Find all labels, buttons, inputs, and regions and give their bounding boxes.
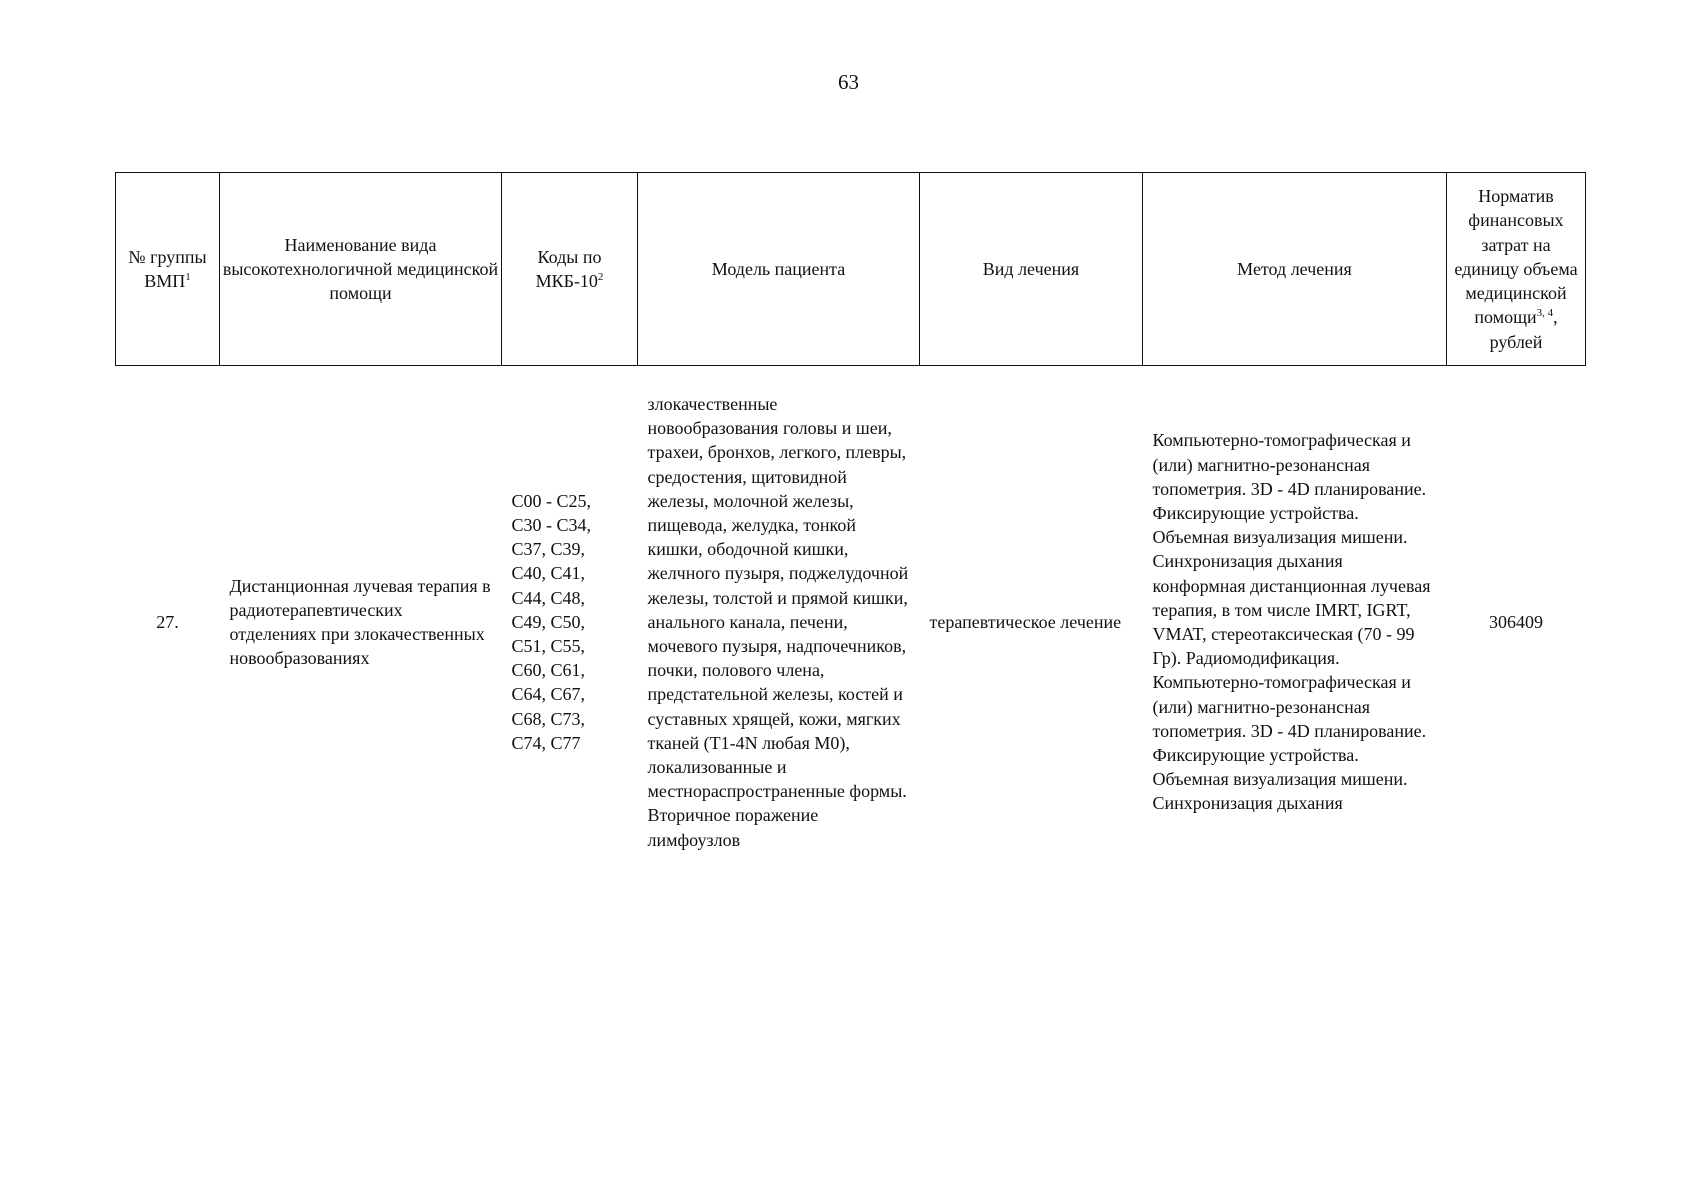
page-number: 63 — [838, 70, 859, 94]
cell-model: злокачественные новообразования головы и шеи, трахеи, бронхов, легкого, плевры, средостения, щитовидной железы, молочной железы, пищевода, желудка, тонкой кишки, ободочной кишки, желчного пузыря, поджелудочной железы, толстой и прямой кишки, анального канала, печени, мочевого пузыря, надпочечников, почки, полового члена, предстательной железы, костей и суставных хрящей, кожи, мягких тканей (T1-4N любая M0), локализованные и местнораспространенные формы. Вторичное поражение лимфоузлов — [647, 394, 909, 850]
cell-group: 27. — [156, 611, 179, 632]
header-model: Модель пациента — [638, 173, 920, 366]
table-row — [116, 366, 1586, 852]
cell-name: Дистанционная лучевая терапия в радиотерапевтических отделениях при злокачественных новообразованиях — [229, 575, 491, 669]
cell-cost: 306409 — [1489, 611, 1543, 632]
cell-codes: C00 - C25, C30 - C34, C37, C39, C40, C41, C44, C48, C49, C50, C51, C55, C60, C61, C64, C67, C68, C73, C74, C77 — [511, 490, 592, 753]
cell-method: Компьютерно-томографическая и (или) магнитно-резонансная топометрия. 3D - 4D планирование. Фиксирующие устройства. Объемная визуализация мишени. Синхронизация дыхания конформная дистанционная лучевая терапия, в том числе IMRT, IGRT, VMAT, стереотаксическая (70 - 99 Гр). Радиомодификация. Компьютерно-томографическая и (или) магнитно-резонансная топометрия. 3D - 4D планирование. Фиксирующие устройства. Объемная визуализация мишени. Синхронизация дыхания — [1152, 430, 1431, 814]
header-group: № группы ВМП$^1$ — [116, 173, 220, 366]
table-header-row — [116, 173, 1586, 366]
cell-treatment-type: терапевтическое лечение — [929, 611, 1122, 632]
header-codes: Коды по МКБ-$10^2$ — [502, 173, 638, 366]
header-cost: Норматив финансовых затрат на единицу объема медицинской помощи$^{3, 4}$, рублей — [1447, 173, 1586, 366]
vmp-table — [115, 172, 1586, 852]
header-method: Метод лечения — [1143, 173, 1447, 366]
header-name: Наименование вида высокотехнологичной медицинской помощи — [220, 173, 502, 366]
header-treatment-type: Вид лечения — [920, 173, 1143, 366]
